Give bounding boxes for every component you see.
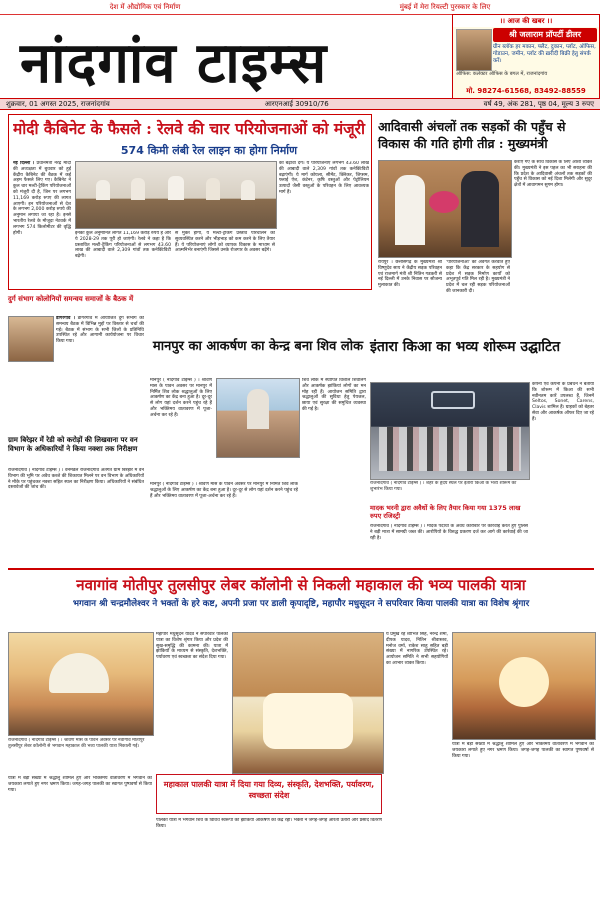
story-cabinet-body3: से मुक्त होगा, ये मल्टी-ट्रैकिंग प्रस्ताव परिचालन को सुव्यवस्थित करने और भीड़भाड़ को कम करने के लिए तैयार हैं। ये परियोजनाएं लोगों को व्यापक विकास के माध्यम से आत्मनिर्भर बनाएंगी जिससे उनके रोजगार के अवसर बढ़ेंगे। [175,231,275,254]
story-palki-body3: ये प्रमुख रहे शोभित सिंह, नरेन्द्र शर्मा, दीपक यादव, नितिन श्रीवास्तव, मनोज वर्मा, राकेश साहू सहित बड़ी संख्या में नागरिक उपस्थित रहे। आयोजन समिति ने सभी सहयोगियों का आभार व्यक्त किया। [386,632,448,666]
ad-header: ।। आज की खबर ।। [453,15,599,27]
story-durg-headline: दुर्ग संभाग कोलोनियों समन्वय समाजों के बैठक में [8,294,134,303]
top-teaser-left: देश में औद्योगिक एवं निर्माण [109,2,181,11]
story-tribal-body1: 'परियोजनाओं' को अवगत करवाते हुए कहा कि केंद्र सरकार के सहयोग से प्रदेश में सड़क निर्माण कार्यों को अभूतपूर्व गति मिल रही है। मुख्यमंत्री ने प्रदेश में चल रही सड़क परियोजनाओं की जानकारी दी। [446,260,510,294]
story-palki [8,574,594,896]
palki-photo-right [452,632,596,740]
story-durg-body1 [56,316,144,432]
ad-contact: ऑफिस: कलेक्टर ऑफिस के बगल में, राजनांदगांव [456,71,548,77]
story-kia-headline: इंतारा किआ का भव्य शोरूम उद्घाटित [370,339,561,355]
newspaper-title: नांदगांव टाइम्स [20,30,328,96]
section-divider [8,568,594,570]
palki-callout-box [156,774,382,814]
story-forest-subhead: ग्राम बिरेझर में रेडी को करोड़ों की लिखवाना पर वन विभाग के अधिकारियों ने किया नक्शा तक निरीक्षण [8,436,138,453]
top-teaser-bar [0,0,600,15]
palki-photo-center [232,632,384,774]
story-cabinet-body2: इनकी कुल अनुमानित लागत 11,169 करोड़ रुपये है और ये 2028-29 तक पूरी हो जाएंगी। रेलवे ने कहा है कि प्रस्तावित मल्टी-ट्रैकिंग परियोजनाओं से लगभग 43.60 लाख की आबादी वाले 2,309 गांवों तक कनेक्टिविटी बढ़ेगी। [75,231,171,260]
story-manpur-body2: शिव लोक में स्थापित विशाल शिवलिंग और आकर्षक झांकियां लोगों का मन मोह रही हैं। आयोजन समिति द्वारा श्रद्धालुओं की सुविधा हेतु पेयजल, छाया एवं सुरक्षा की समुचित व्यवस्था की गई है। [302,378,366,412]
story-durg-dateline: डोंगरगांव । [56,316,76,321]
cabinet-meeting-photo [75,161,277,229]
story-palki-subhead: भगवान श्री चन्द्रमौलेश्वर ने भक्तों के हरे कष्ट, अपनी प्रजा पर डाली कृपादृष्टि, महापौर मधुसूदन ने सपरिवार किया पालकी यात्रा का विशेष श्रृंगार [72,599,530,609]
story-kia-body1: कंपनी एवं कंपनी के प्रबंधन ने बताया कि शोरूम में किआ की सभी नवीनतम कारें उपलब्ध हैं, जिनमें Seltos, Sonet, Carens, Clavis शामिल हैं। ग्राहकों को बेहतर सेवा और आकर्षक ऑफर दिए जा रहे हैं। [532,382,594,422]
story-forest-body: राजनांदगांव ( नांदगांव टाइम्स ) । वनमंडल राजनांदगांव अंतर्गत ग्राम बिरेझर में वन विभाग की भूमि पर अवैध कब्जे की शिकायत मिलने पर वन विभाग के अधिकारियों ने मौके पर पहुंचकर नक्शा सहित स्थल का निरीक्षण किया। अधिकारियों ने संबंधित दस्तावेजों की जांच की। [8,468,144,491]
story-tribal-body2: कराए गए के साथ विकास के लिए आशा व्यक्त की। मुख्यमंत्री ने इस पहल का भी सराहना की कि प्रदेश के आदिवासी अंचलों तक सड़कों की पहुँच से विकास को नई दिशा मिलेगी और सुदूर क्षेत्रों में आवागमन सुगम होगा। [514,160,592,189]
cm-meeting-photo [378,160,512,258]
story-durg [8,294,144,564]
ad-name: श्री जलाराम प्रॉपर्टी डीलर [493,28,597,42]
issue-date: शुक्रवार, 01 अगस्त 2025, राजनांदगांव [6,99,110,108]
ad-phone: मो. 98274-61568, 83492-88559 [466,87,586,95]
story-palki-body4: पालकी यात्रा में भगवान शिव के विविध स्वरूपों की झांकियां आकर्षण का केंद्र रहीं। भक्तों ने जगह-जगह आरती उतारी और प्रसाद वितरण किया। [156,818,382,829]
ad-text: ग्रीन ब्लॉक हर मकान, फ्लैट, दुकान, प्लॉट, ऑफिस, गोडाउन, जमीन, प्लॉट की ख़रीदी बिक्री हेतु संपर्क करें। [493,44,596,64]
palki-photo-left [8,632,154,736]
story-narcotics-body: राजनांदगांव ( नांदगांव टाइम्स ) । मादक पदार्थों के अवैध कारोबार पर कार्रवाई करते हुए पुलिस ने बड़ी मात्रा में सामग्री जब्त की। आरोपियों के विरुद्ध प्रकरण दर्ज कर आगे की कार्रवाई की जा रही है। [370,524,528,541]
story-palki-headline: नवागांव मोतीपुर तुलसीपुर लेबर कॉलोनी से निकली महाकाल की भव्य पालकी यात्रा [76,576,526,594]
story-manpur-body3: मानपुर ( नांदगांव टाइम्स ) । श्रावण मास के पावन अवसर पर मानपुर में निर्मित शिव लोक श्रद्धालुओं के लिए आकर्षण का केंद्र बना हुआ है। दूर-दूर से लोग यहां दर्शन करने पहुंच रहे हैं और भक्तिमय वातावरण में पूजा-अर्चना कर रहे हैं। [150,482,298,499]
durg-portrait-photo [8,316,54,362]
story-narcotics-subhead: मादक भरनी द्वारा अवैधों के लिए तैयार किया गया 1375 लाख रुपए रजिस्ट्री [370,504,521,520]
issue-info: वर्ष 49, अंक 281, पृष्ठ 04, मूल्य 3 रुपए [483,99,594,108]
story-palki-body2: महापौर मधुसूदन यादव ने सपरिवार पालकी यात्रा का विशेष श्रृंगार किया और प्रदेश की सुख-समृद्धि की कामना की। यात्रा में झांकियों के माध्यम से संस्कृति, देशभक्ति, पर्यावरण एवं स्वच्छता का संदेश दिया गया। [156,632,228,661]
dateline-bar [0,98,600,110]
story-cabinet-body1: प्रधानमंत्री नरेंद्र मोदी की अध्यक्षता में बुधवार को हुई केंद्रीय कैबिनेट की बैठक में कई अहम फैसले लिए गए। कैबिनेट ने कुल चार मल्टी-ट्रैकिंग परियोजनाओं को मंजूरी दी है, जिन पर लगभग 11,169 करोड़ रुपए की लागत आएगी। इन परियोजनाओं से देश के लगभग 2,000 करोड़ रुपये की अनुमान लगाया जा रहा है। इनसे भारतीय रेलवे के मौजूदा नेटवर्क में लगभग 574 किलोमीटर की वृद्धि होगी। [13,161,71,236]
shiv-lok-photo [216,378,300,458]
story-durg-body1-text: डोंगरगांव में आयोजित दुर्ग संभाग की समन्वय बैठक में विभिन्न मुद्दों पर विस्तार से चर्चा की गई। बैठक में संभाग के सभी जिलों के प्रतिनिधि उपस्थित रहे और आगामी कार्ययोजना पर विचार किया गया। [56,316,144,345]
story-palki-caption: राजनांदगांव ( नांदगांव टाइम्स ) । श्रावण मास के पावन अवसर पर नवागांव मोतीपुर तुलसीपुर लेबर कॉलोनी से भगवान महाकाल की भव्य पालकी यात्रा निकाली गई। [8,738,145,749]
story-cabinet-subhead: 574 किमी लंबी रेल लाइन का होगा निर्माण [120,144,298,157]
ad-portrait-photo [456,29,492,71]
story-tribal-caption: रायपुर । छत्तीसगढ़ के मुख्यमंत्री श्री विष्णुदेव साय ने केंद्रीय सड़क परिवहन एवं राजमार्ग मंत्री श्री नितिन गडकरी से नई दिल्ली में उनके निवास पर सौजन्य मुलाकात की। [378,260,442,289]
story-manpur-headline: मानपुर का आकर्षण का केन्द्र बना शिव लोक [152,339,364,354]
top-teaser-right: मुंबई में मेरा रियल्टी पुरस्कार के लिए [399,2,491,11]
story-cabinet-headline: मोदी कैबिनेट के फैसले : रेलवे की चार परियोजनाओं को मंजूरी [13,119,365,138]
story-tribal-roads [376,114,594,334]
story-manpur-body1: मानपुर ( नांदगांव टाइम्स ) । श्रावण मास के पावन अवसर पर मानपुर में निर्मित शिव लोक श्रद्धालुओं के लिए आकर्षण का केंद्र बना हुआ है। दूर-दूर से लोग यहां दर्शन करने पहुंच रहे हैं और भक्तिमय वातावरण में पूजा-अर्चना कर रहे हैं। [150,378,212,418]
palki-callout: महाकाल पालकी यात्रा में दिया गया दिव्य, संस्कृति, देशभक्ति, पर्यावरण, स्वच्छता संदेश [163,780,375,800]
property-dealer-ad [452,14,600,100]
story-tribal-headline: आदिवासी अंचलों तक सड़कों की पहुँच से विकास की गति होगी तीव्र : मुख्यमंत्री [378,119,566,151]
story-cabinet-body-col1 [13,161,71,287]
story-cabinet-dateline: नई दिल्ली । [13,161,35,166]
story-kia-caption: राजनांदगांव ( नांदगांव टाइम्स ) । शहर के हृदय स्थल पर इंतारा किआ के भव्य शोरूम का शुभारंभ किया गया। [370,481,517,492]
story-kia [370,338,594,564]
story-manpur [150,338,366,564]
story-cabinet-body4: को बढ़ावा देंगे। ये परियोजनाएं लगभग 43.60 लाख की आबादी वाले 2,309 गांवों तक कनेक्टिविटी बढ़ाएंगी। ये मार्ग कोयला, सीमेंट, क्लिंकर, जिप्सम, फ्लाई ऐश, कंटेनर, कृषि वस्तुओं और पेट्रोलियम उत्पादों जैसी वस्तुओं के परिवहन के लिए आवश्यक मार्ग हैं। [279,161,369,195]
story-palki-body3-cont: यात्रा में बड़ी संख्या में श्रद्धालु शामिल हुए और भक्तिमय वातावरण में भगवान का जयकारा लगाते हुए नगर भ्रमण किया। जगह-जगह पालकी का स्वागत पुष्पवर्षा से किया गया। [452,742,594,759]
story-palki-body1: यात्रा में बड़ी संख्या में श्रद्धालु शामिल हुए और भक्तिमय वातावरण में भगवान का जयकारा लगाते हुए नगर भ्रमण किया। जगह-जगह पालकी का स्वागत पुष्पवर्षा से किया गया। [8,776,152,793]
kia-showroom-photo [370,382,530,480]
story-cabinet [8,114,372,290]
rni-number: आरएनआई 30910/76 [264,99,329,108]
